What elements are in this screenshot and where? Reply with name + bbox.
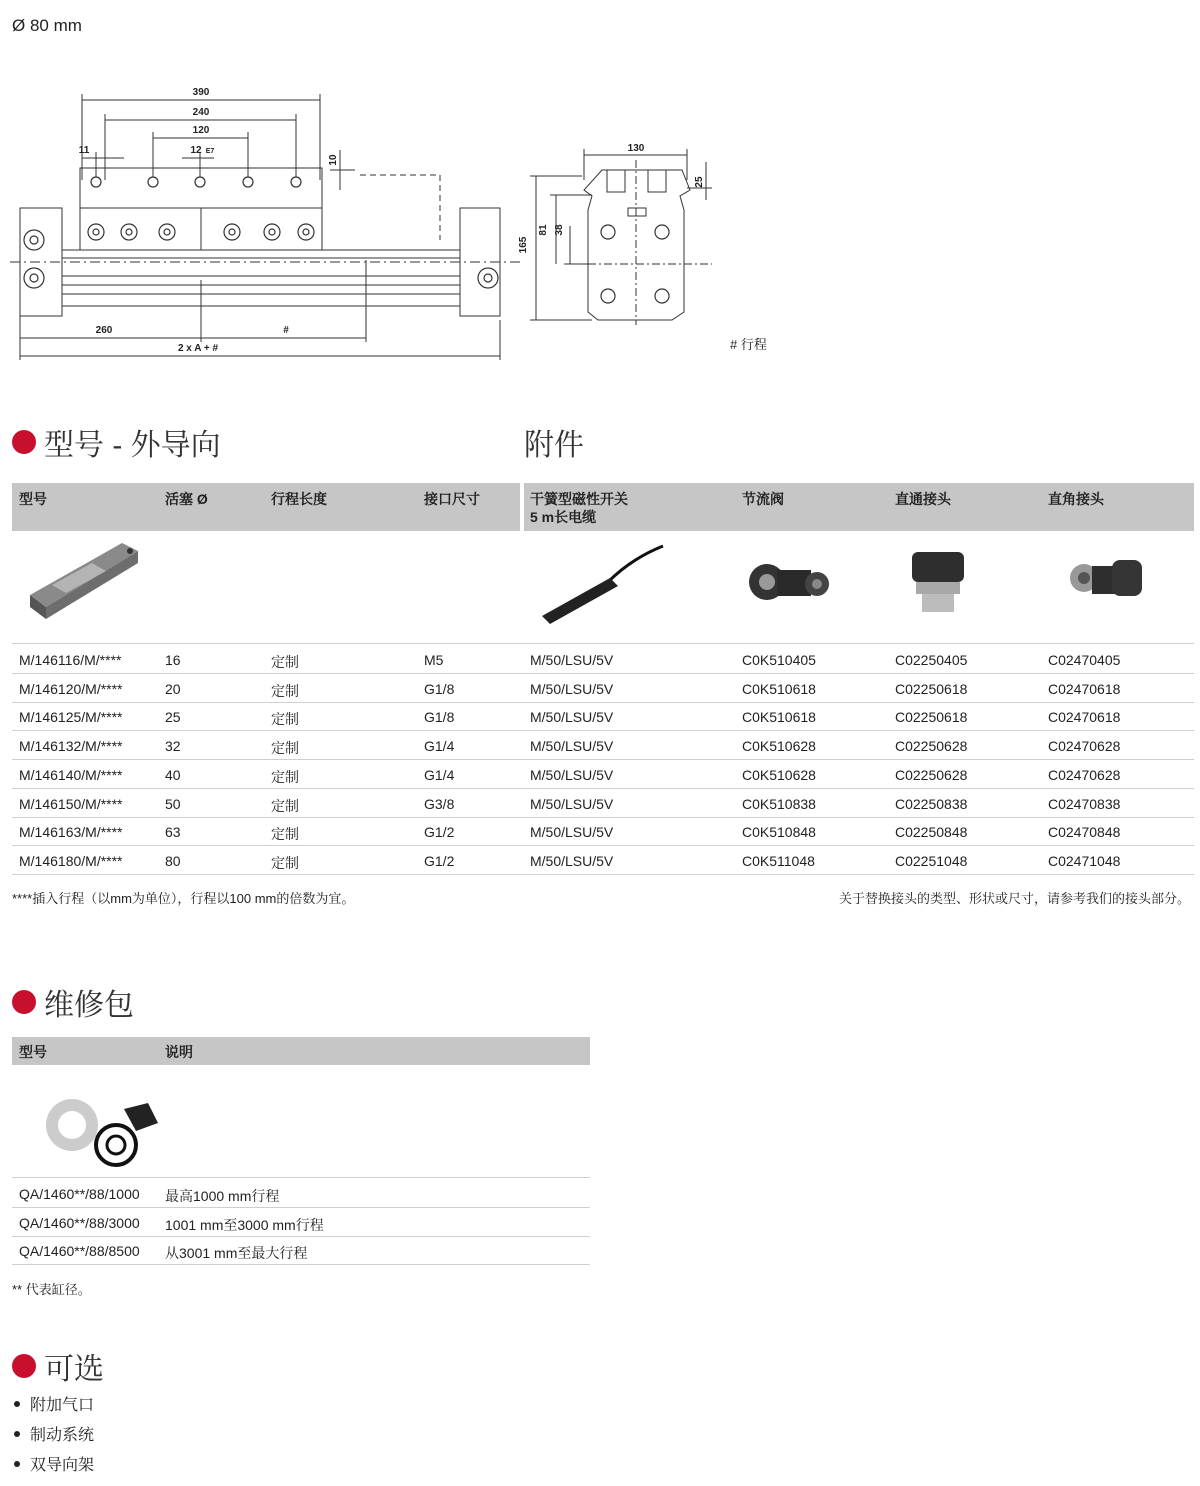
header-straight-fitting: 直通接头: [895, 491, 951, 507]
table-cell: C02470628: [1048, 766, 1121, 783]
flow-valve-image: [745, 548, 835, 613]
kit-row: [12, 1208, 590, 1237]
table-cell: 定制: [271, 654, 299, 670]
table-row: [12, 702, 1194, 731]
bore-label: Ø 80 mm: [12, 16, 82, 35]
reed-switch-image: [538, 542, 668, 627]
kit-section-title: 维修包: [12, 980, 134, 1024]
table-cell: M/50/LSU/5V: [530, 738, 614, 755]
table-cell: C02250405: [895, 652, 968, 668]
repair-kit-image: [40, 1095, 165, 1170]
table-cell: 50: [165, 795, 181, 812]
table-cell: G1/8: [424, 680, 455, 697]
models-section-title: 型号 - 外导向: [12, 420, 221, 464]
table-cell: 1001 mm至3000 mm行程: [165, 1216, 324, 1233]
table-cell: QA/1460**/88/1000: [19, 1186, 140, 1202]
table-cell: C02470618: [1048, 709, 1121, 726]
table-top-rule: [12, 643, 1194, 644]
table-cell: C02250848: [895, 824, 968, 841]
side-view-drawing: [10, 80, 520, 370]
dim-165: 165: [518, 236, 529, 254]
table-cell: 定制: [271, 740, 299, 757]
option-item: 制动系统: [14, 1422, 94, 1445]
cylinder-product-image: [22, 535, 142, 625]
kit-top-rule: [12, 1177, 590, 1178]
table-cell: C02250628: [895, 766, 968, 783]
dim-25: 25: [694, 176, 705, 188]
option-item: 双导向架: [14, 1452, 94, 1475]
header-flow-valve: 节流阀: [742, 491, 784, 507]
table-row: [12, 674, 1194, 703]
dim-240: 240: [192, 107, 210, 118]
table-cell: G1/4: [424, 738, 455, 755]
dim-390: 390: [192, 87, 210, 98]
table-cell: M/146132/M/****: [19, 738, 123, 755]
header-model: 型号: [19, 491, 47, 507]
header-stroke: 行程长度: [271, 491, 327, 507]
table-cell: 定制: [271, 797, 299, 814]
table-cell: 最高1000 mm行程: [165, 1188, 280, 1204]
dim-e7: E7: [205, 148, 215, 155]
table-cell: M/50/LSU/5V: [530, 795, 614, 812]
table-cell: 从3001 mm至最大行程: [165, 1245, 308, 1262]
dim-38: 38: [554, 224, 565, 236]
table-cell: C02470618: [1048, 680, 1121, 697]
table-cell: QA/1460**/88/8500: [19, 1243, 140, 1260]
table-cell: 定制: [271, 768, 299, 785]
table-cell: G1/2: [424, 852, 455, 869]
table-cell: M/50/LSU/5V: [530, 709, 614, 726]
table-cell: G1/4: [424, 766, 455, 783]
table-cell: C0K510405: [742, 652, 816, 668]
kit-header-desc: 说明: [165, 1044, 193, 1060]
table-cell: C02470838: [1048, 795, 1121, 812]
kit-header-model: 型号: [19, 1044, 47, 1060]
table-cell: C02470848: [1048, 824, 1121, 841]
table-cell: QA/1460**/88/3000: [19, 1214, 140, 1231]
accessories-section-title: 附件: [524, 429, 584, 462]
kit-row: [12, 1179, 590, 1208]
table-cell: M/50/LSU/5V: [530, 652, 614, 668]
table-cell: 定制: [271, 682, 299, 699]
kit-table-header: [12, 1037, 590, 1065]
stroke-legend: # 行程: [730, 337, 767, 352]
dim-81: 81: [538, 224, 549, 236]
dim-formula: 2 x A + #: [177, 343, 219, 354]
table-cell: C02470628: [1048, 738, 1121, 755]
option-item: 附加气口: [14, 1392, 94, 1415]
table-row: [12, 789, 1194, 818]
table-cell: 32: [165, 738, 181, 755]
table-cell: M/50/LSU/5V: [530, 852, 614, 869]
table-cell: M/146120/M/****: [19, 680, 123, 697]
table-cell: C0K510618: [742, 680, 816, 697]
table-row: [12, 817, 1194, 846]
table-cell: M/50/LSU/5V: [530, 824, 614, 841]
header-piston: 活塞 Ø: [165, 491, 208, 507]
table-cell: C02250628: [895, 738, 968, 755]
table-cell: 63: [165, 824, 181, 841]
table-cell: 定制: [271, 826, 299, 843]
section-bullet-icon: [12, 990, 36, 1014]
kit-row: [12, 1236, 590, 1265]
table-row: [12, 846, 1194, 875]
table-cell: M/146140/M/****: [19, 766, 123, 783]
table-cell: 定制: [271, 854, 299, 871]
table-cell: M5: [424, 652, 444, 668]
table-cell: C0K510628: [742, 766, 816, 783]
dim-130: 130: [627, 143, 645, 154]
table-cell: M/146125/M/****: [19, 709, 123, 726]
header-reed-switch: 干簧型磁性开关 5 m长电缆: [530, 491, 628, 525]
table-cell: 40: [165, 766, 181, 783]
section-bullet-icon: [12, 430, 36, 454]
table-cell: G3/8: [424, 795, 455, 812]
table-cell: C02471048: [1048, 852, 1121, 869]
table-cell: C02251048: [895, 852, 968, 869]
header-port: 接口尺寸: [424, 491, 480, 507]
dim-11: 11: [78, 145, 90, 156]
table-row: [12, 645, 1194, 674]
table-cell: C0K510848: [742, 824, 816, 841]
table-cell: C0K510618: [742, 709, 816, 726]
models-note-left: ****插入行程（以mm为单位），行程以100 mm的倍数为宜。: [12, 891, 355, 906]
table-row: [12, 760, 1194, 789]
table-cell: C02470405: [1048, 652, 1121, 668]
section-bullet-icon: [12, 1354, 36, 1378]
elbow-fitting-image: [1058, 548, 1153, 608]
table-cell: 16: [165, 652, 181, 668]
table-cell: C02250838: [895, 795, 968, 812]
table-cell: C02250618: [895, 709, 968, 726]
table-cell: M/146116/M/****: [19, 652, 122, 668]
dim-260: 260: [95, 325, 113, 336]
table-cell: M/146150/M/****: [19, 795, 123, 812]
table-cell: G1/8: [424, 709, 455, 726]
table-cell: C0K510838: [742, 795, 816, 812]
end-view-drawing: [512, 140, 722, 330]
table-cell: C0K510628: [742, 738, 816, 755]
header-elbow-fitting: 直角接头: [1048, 491, 1104, 507]
dim-120: 120: [192, 125, 210, 136]
table-cell: M/50/LSU/5V: [530, 680, 614, 697]
table-cell: M/146163/M/****: [19, 824, 123, 841]
table-cell: 25: [165, 709, 181, 726]
kit-note: ** 代表缸径。: [12, 1282, 91, 1297]
models-note-right: 关于替换接头的类型、形状或尺寸，请参考我们的接头部分。: [838, 891, 1190, 906]
table-cell: 20: [165, 680, 181, 697]
table-cell: M/50/LSU/5V: [530, 766, 614, 783]
table-cell: C0K511048: [742, 852, 815, 869]
table-cell: M/146180/M/****: [19, 852, 123, 869]
table-row: [12, 731, 1194, 760]
dim-stroke: #: [283, 325, 289, 336]
options-section-title: 可选: [12, 1344, 104, 1388]
table-cell: 80: [165, 852, 181, 869]
table-cell: C02250618: [895, 680, 968, 697]
dim-12: 12: [190, 145, 202, 156]
straight-fitting-image: [900, 544, 985, 619]
dim-10: 10: [328, 154, 339, 166]
table-cell: 定制: [271, 711, 299, 728]
table-cell: G1/2: [424, 824, 455, 841]
